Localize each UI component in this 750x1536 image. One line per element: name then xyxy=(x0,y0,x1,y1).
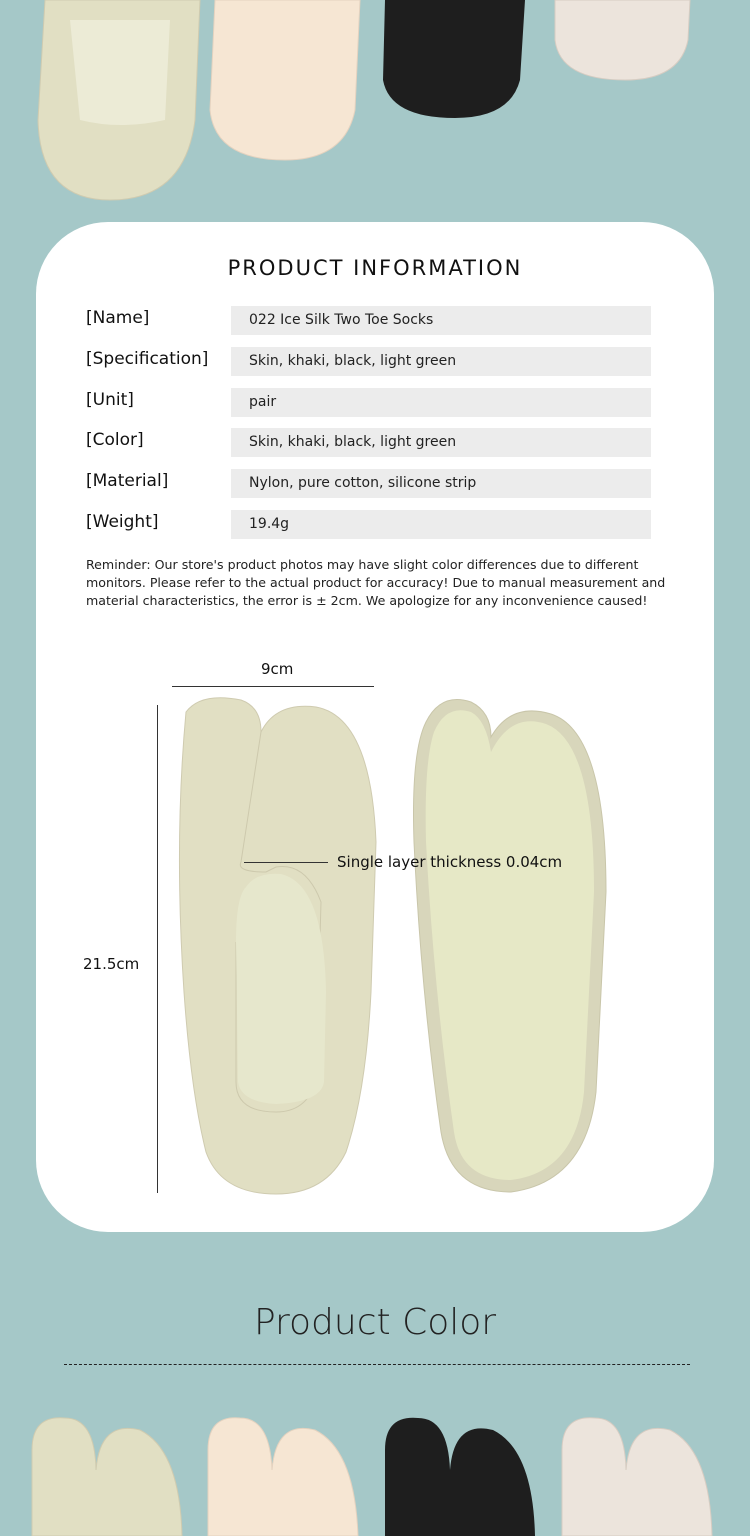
thickness-pointer-line xyxy=(244,862,328,863)
value: Skin, khaki, black, light green xyxy=(231,347,651,376)
sock-light xyxy=(555,0,690,80)
sock-skin xyxy=(210,0,360,160)
swatch-khaki xyxy=(32,1418,182,1536)
value: Nylon, pure cotton, silicone strip xyxy=(231,469,651,498)
length-line xyxy=(157,705,158,1193)
value: Skin, khaki, black, light green xyxy=(231,428,651,457)
value: 19.4g xyxy=(231,510,651,539)
sock-size-image xyxy=(166,692,626,1197)
swatch-black xyxy=(385,1418,535,1536)
thickness-label: Single layer thickness 0.04cm xyxy=(337,853,563,871)
color-swatches-image xyxy=(0,1410,750,1536)
width-label: 9cm xyxy=(261,660,294,678)
value: pair xyxy=(231,388,651,417)
info-row-name xyxy=(86,306,651,335)
label: [Unit] xyxy=(86,390,134,410)
product-color-title: Product Color xyxy=(253,1302,497,1343)
dashed-divider xyxy=(64,1364,690,1365)
info-row-material xyxy=(86,469,651,498)
swatch-skin xyxy=(208,1418,358,1536)
length-label: 21.5cm xyxy=(83,955,140,973)
sock-khaki xyxy=(38,0,200,200)
value: 022 Ice Silk Two Toe Socks xyxy=(231,306,651,335)
reminder-text: Reminder: Our store's product photos may have slight color differences due to different monitors. Please refer to the actual product for accuracy! Due to manual measurement and material characteristics, the error is ± 2cm. We apologize for any inconvenience caused! xyxy=(86,557,666,608)
info-row-unit xyxy=(86,388,651,417)
header-product-image xyxy=(0,0,750,230)
label: [Weight] xyxy=(86,512,159,532)
label: [Specification] xyxy=(86,349,209,369)
label: [Material] xyxy=(86,471,169,491)
swatch-light xyxy=(562,1418,712,1536)
width-line xyxy=(172,686,374,687)
product-info-card xyxy=(36,222,714,1232)
label: [Name] xyxy=(86,308,150,328)
info-row-specification xyxy=(86,347,651,376)
label: [Color] xyxy=(86,430,144,450)
sock-black xyxy=(383,0,525,118)
section-title: PRODUCT INFORMATION xyxy=(227,256,523,280)
info-row-color xyxy=(86,428,651,457)
info-row-weight xyxy=(86,510,651,539)
